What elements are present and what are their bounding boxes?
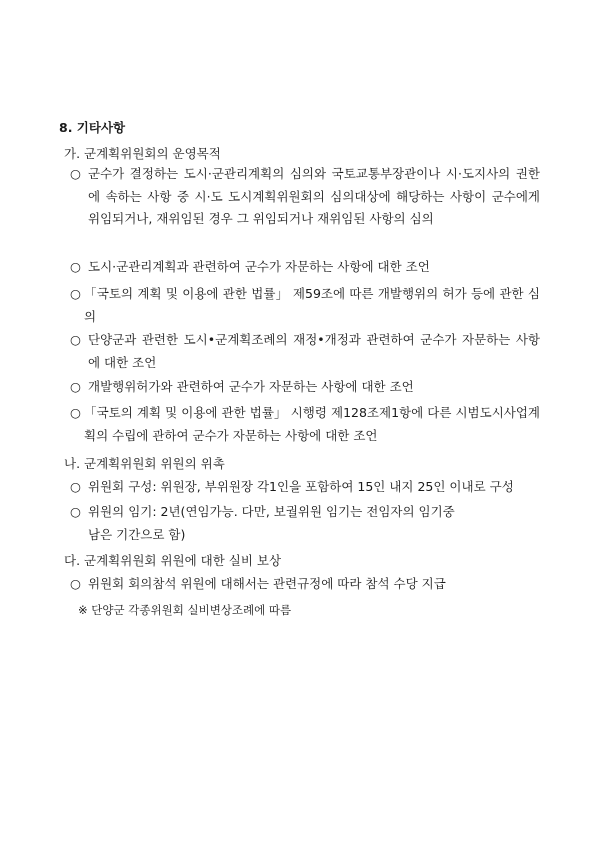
list-item-text: 개발행위허가와 관련하여 군수가 자문하는 사항에 대한 조언 [88, 379, 414, 394]
list-item-text: 도시·군관리계획과 관련하여 군수가 자문하는 사항에 대한 조언 [88, 259, 430, 274]
circle-bullet: ○ [70, 259, 81, 274]
subsection-label-purpose: 가. 군계획위원회의 운영목적 [64, 146, 221, 161]
circle-bullet: ○ [70, 286, 81, 301]
list-item-text-continuation: 남은 기간으로 함) [88, 526, 186, 542]
list-item [70, 256, 540, 279]
list-item-text: 단양군과 관련한 도시•군계획조례의 재정•개정과 관련하여 군수가 자문하는 사항에 대한 조언 [88, 332, 540, 370]
list-item [70, 402, 540, 447]
reference-note: ※ 단양군 각종위원회 실비변상조례에 따름 [78, 603, 292, 617]
list-item [70, 573, 540, 596]
list-item-text: 「국토의 계획 및 이용에 관한 법률」 제59조에 따른 개발행위의 허가 등에 관한 심의 [84, 286, 540, 324]
list-item [70, 163, 540, 231]
circle-bullet: ○ [70, 332, 81, 347]
list-item-text: 위원의 임기: 2년(연임가능. 다만, 보궐위원 임기는 전임자의 임기중 [88, 504, 455, 519]
circle-bullet: ○ [70, 379, 81, 394]
list-item [70, 329, 540, 374]
circle-bullet: ○ [70, 479, 81, 494]
circle-bullet: ○ [70, 405, 81, 420]
list-item [70, 501, 540, 546]
circle-bullet: ○ [70, 166, 81, 181]
list-item-text: 위원회 회의참석 위원에 대해서는 관련규정에 따라 참석 수당 지급 [88, 576, 446, 591]
list-item-text: 군수가 결정하는 도시·군관리계획의 심의와 국토교통부장관이나 시·도지사의 권한에 속하는 사항 중 시·도 도시계획위원회의 심의대상에 해당하는 사항이 군수에게 위임되거나, 재위임된 경우 그 위임되거나 재위임된 사항의 심의 [88, 166, 540, 226]
list-item-text: 위원회 구성: 위원장, 부위원장 각1인을 포함하여 15인 내지 25인 이내로 구성 [88, 479, 514, 494]
subsection-label-appointment: 나. 군계획위원회 위원의 위촉 [64, 456, 225, 471]
list-item [70, 283, 540, 328]
circle-bullet: ○ [70, 504, 81, 519]
list-item [70, 376, 540, 399]
list-item [70, 476, 540, 499]
circle-bullet: ○ [70, 576, 81, 591]
list-item-text: 「국토의 계획 및 이용에 관한 법률」 시행령 제128조제1항에 다른 시범도시사업계획의 수립에 관하여 군수가 자문하는 사항에 대한 조언 [84, 405, 540, 443]
section-title: 8. 기타사항 [59, 120, 126, 135]
subsection-label-compensation: 다. 군계획위원회 위원에 대한 실비 보상 [64, 553, 282, 568]
